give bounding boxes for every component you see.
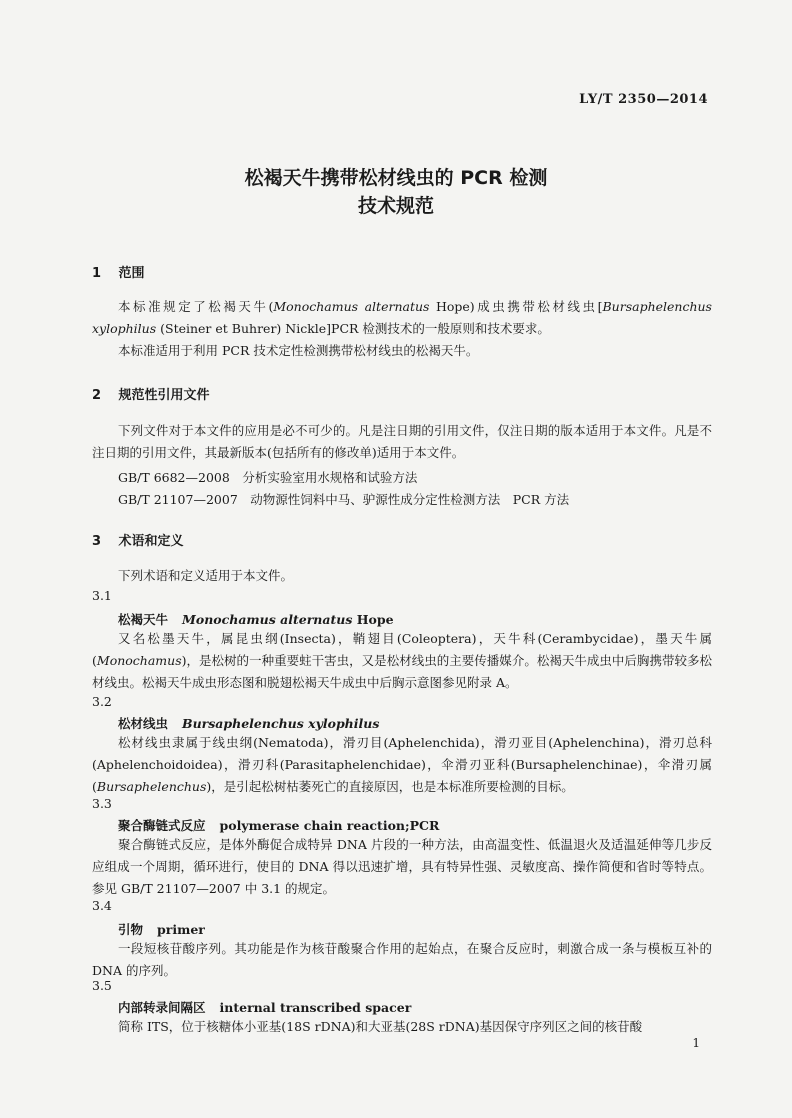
definition-3-3-term: 聚合酶链式反应 polymerase chain reaction;PCR: [118, 818, 440, 833]
definition-3-1-term: 松褐天牛 Monochamus alternatus Hope: [118, 612, 394, 627]
section-3-intro: 下列术语和定义适用于本文件。: [118, 568, 294, 583]
definition-3-2-number: 3.2: [92, 694, 112, 709]
section-number: 1: [92, 266, 102, 281]
definition-3-3-body: 聚合酶链式反应，是体外酶促合成特异 DNA 片段的一种方法，由高温变性、低温退火及适温延伸等几步反应组成一个周期，循环进行，使目的 DNA 得以迅速扩增，具有特异性强、灵敏度高、操作简便和省时等特点。参见 GB/T 21107—2007 中 3.1 的规定。: [92, 837, 712, 896]
definition-3-3-number: 3.3: [92, 796, 112, 811]
definition-3-4-number: 3.4: [92, 898, 112, 913]
section-title: 范围: [118, 266, 145, 281]
definition-3-5-body: 简称 ITS，位于核糖体小亚基(18S rDNA)和大亚基(28S rDNA)基因保守序列区之间的核苷酸: [118, 1019, 643, 1034]
definition-3-5-number: 3.5: [92, 978, 112, 993]
section-2-paragraph-1: 下列文件对于本文件的应用是必不可少的。凡是注日期的引用文件，仅注日期的版本适用于本文件。凡是不注日期的引用文件，其最新版本(包括所有的修改单)适用于本文件。: [92, 423, 712, 460]
section-1-paragraph-1: 本标准规定了松褐天牛(Monochamus alternatus Hope)成虫携带松材线虫[Bursaphelenchus xylophilus (Steiner et Buhrer) Nickle]PCR 检测技术的一般原则和技术要求。: [92, 299, 712, 336]
definition-3-2-term: 松材线虫 Bursaphelenchus xylophilus: [118, 716, 380, 731]
document-title-line2: 技术规范: [357, 195, 434, 217]
section-3-heading: [92, 530, 184, 549]
reference-2: GB/T 21107—2007 动物源性饲料中马、驴源性成分定性检测方法 PCR 方法: [118, 492, 570, 507]
section-1-heading: [92, 262, 145, 281]
section-number: 2: [92, 388, 102, 403]
definition-3-1-number: 3.1: [92, 588, 112, 603]
definition-3-4-term: 引物 primer: [118, 922, 205, 937]
section-number: 3: [92, 534, 102, 549]
section-title: 术语和定义: [118, 534, 184, 549]
definition-3-1-body: 又名松墨天牛，属昆虫纲(Insecta)，鞘翅目(Coleoptera)，天牛科(Cerambycidae)，墨天牛属(Monochamus)，是松树的一种重要蛀干害虫，又是松材线虫的主要传播媒介。松褐天牛成虫中后胸携带较多松材线虫。松褐天牛成虫形态图和脱翅松褐天牛成虫中后胸示意图参见附录 A。: [92, 631, 712, 690]
section-2-heading: [92, 384, 210, 403]
document-title-line1: 松褐天牛携带松材线虫的 PCR 检测: [244, 167, 548, 189]
standard-code: LY/T 2350—2014: [579, 92, 708, 107]
page-number: 1: [692, 1036, 700, 1050]
reference-1: GB/T 6682—2008 分析实验室用水规格和试验方法: [118, 470, 418, 485]
section-1-paragraph-2: 本标准适用于利用 PCR 技术定性检测携带松材线虫的松褐天牛。: [118, 343, 479, 358]
section-title: 规范性引用文件: [118, 388, 210, 403]
definition-3-2-body: 松材线虫隶属于线虫纲(Nematoda)，滑刃目(Aphelenchida)，滑刃亚目(Aphelenchina)，滑刃总科(Aphelenchoidoidea)，滑刃科(Parasitaphelenchidae)，伞滑刃亚科(Bursaphelenchinae)，伞滑刃属(Bursaphelenchus)，是引起松树枯萎死亡的直接原因，也是本标准所要检测的目标。: [92, 735, 712, 794]
definition-3-4-body: 一段短核苷酸序列。其功能是作为核苷酸聚合作用的起始点，在聚合反应时，刺激合成一条与模板互补的 DNA 的序列。: [92, 941, 712, 978]
definition-3-5-term: 内部转录间隔区 internal transcribed spacer: [118, 1000, 412, 1015]
